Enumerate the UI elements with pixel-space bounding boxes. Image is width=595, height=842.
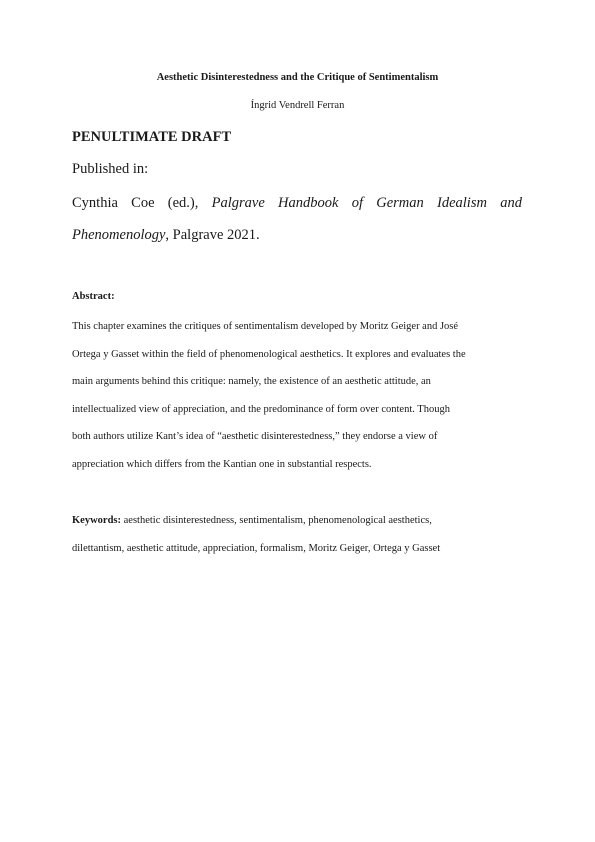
citation-line-2 [72,225,522,245]
keywords-line-1 [72,507,532,535]
abstract-heading: Abstract: [72,291,115,302]
keywords-block [72,507,532,562]
citation-line-1 [72,193,522,213]
citation [72,193,522,245]
citation-word: Coe [131,195,155,211]
keywords-label: Keywords: [72,515,121,526]
abstract-line: Ortega y Gasset within the field of phenomenological aesthetics. It explores and evaluates the [72,348,466,360]
document-title: Aesthetic Disinterestedness and the Critique of Sentimentalism [156,72,439,83]
citation-tail: , Palgrave 2021. [165,227,260,243]
citation-book-title-cont: Phenomenology [72,227,166,243]
published-label: Published in: [72,161,149,177]
citation-word: of [351,195,363,211]
abstract-line: appreciation which differs from the Kantian one in substantial respects. [72,458,372,470]
citation-word: Palgrave [211,195,265,211]
citation-word: Cynthia [72,195,118,211]
citation-word: (ed.), [167,195,199,211]
keywords-line-2: dilettantism, aesthetic attitude, appreciation, formalism, Moritz Geiger, Ortega y Gasset [72,542,441,554]
keywords-text: aesthetic disinterestedness, sentimentalism, phenomenological aesthetics, [121,515,432,526]
abstract-body [72,313,532,479]
document-author: Íngrid Vendrell Ferran [250,100,345,111]
abstract-line: This chapter examines the critiques of sentimentalism developed by Moritz Geiger and José [72,321,459,332]
abstract-line: intellectualized view of appreciation, and the predominance of form over content. Though [72,403,450,415]
citation-word: Handbook [278,195,339,211]
abstract-line: main arguments behind this critique: namely, the existence of an aesthetic attitude, an [72,376,431,388]
citation-word: Idealism [437,195,487,211]
abstract-line: both authors utilize Kant’s idea of “aesthetic disinterestedness,” they endorse a view of [72,431,438,443]
citation-word: and [500,195,522,211]
draft-label: PENULTIMATE DRAFT [72,129,232,145]
citation-word: German [376,195,424,211]
